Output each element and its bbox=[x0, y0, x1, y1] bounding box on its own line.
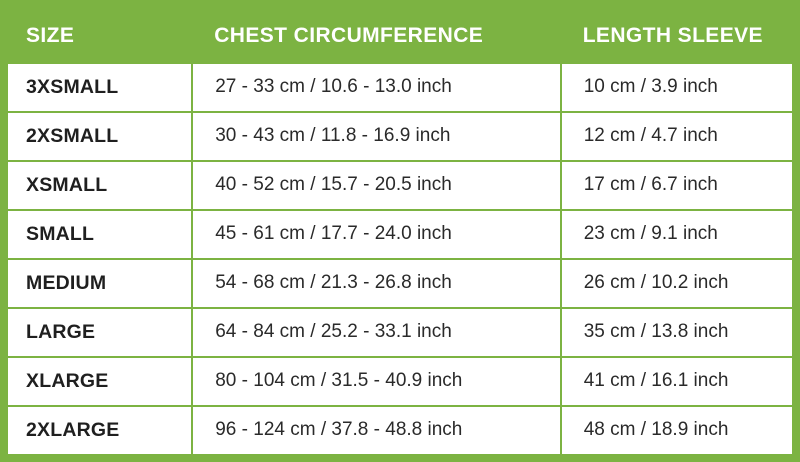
table-row bbox=[8, 112, 792, 161]
chest-value: 96 - 124 cm / 37.8 - 48.8 inch bbox=[192, 406, 560, 454]
table-row bbox=[8, 308, 792, 357]
table-header bbox=[8, 8, 792, 64]
size-label: LARGE bbox=[8, 308, 192, 357]
size-label: XSMALL bbox=[8, 161, 192, 210]
table-row bbox=[8, 259, 792, 308]
sleeve-value: 10 cm / 3.9 inch bbox=[561, 64, 792, 112]
sleeve-value: 48 cm / 18.9 inch bbox=[561, 406, 792, 454]
sleeve-value: 17 cm / 6.7 inch bbox=[561, 161, 792, 210]
table-row bbox=[8, 357, 792, 406]
size-label: XLARGE bbox=[8, 357, 192, 406]
sleeve-value: 35 cm / 13.8 inch bbox=[561, 308, 792, 357]
size-label: SMALL bbox=[8, 210, 192, 259]
chest-value: 80 - 104 cm / 31.5 - 40.9 inch bbox=[192, 357, 560, 406]
size-label: 3XSMALL bbox=[8, 64, 192, 112]
table-row bbox=[8, 64, 792, 112]
chest-value: 27 - 33 cm / 10.6 - 13.0 inch bbox=[192, 64, 560, 112]
chest-value: 54 - 68 cm / 21.3 - 26.8 inch bbox=[192, 259, 560, 308]
column-header-chest-circumference: CHEST CIRCUMFERENCE bbox=[192, 8, 560, 64]
sleeve-value: 23 cm / 9.1 inch bbox=[561, 210, 792, 259]
size-label: 2XSMALL bbox=[8, 112, 192, 161]
header-row bbox=[8, 8, 792, 64]
table-row bbox=[8, 210, 792, 259]
sleeve-value: 26 cm / 10.2 inch bbox=[561, 259, 792, 308]
sleeve-value: 12 cm / 4.7 inch bbox=[561, 112, 792, 161]
table-body bbox=[8, 64, 792, 454]
table-row bbox=[8, 406, 792, 454]
size-label: MEDIUM bbox=[8, 259, 192, 308]
column-header-length-sleeve: LENGTH SLEEVE bbox=[561, 8, 792, 64]
sleeve-value: 41 cm / 16.1 inch bbox=[561, 357, 792, 406]
chest-value: 40 - 52 cm / 15.7 - 20.5 inch bbox=[192, 161, 560, 210]
chest-value: 30 - 43 cm / 11.8 - 16.9 inch bbox=[192, 112, 560, 161]
size-label: 2XLARGE bbox=[8, 406, 192, 454]
table-row bbox=[8, 161, 792, 210]
chest-value: 64 - 84 cm / 25.2 - 33.1 inch bbox=[192, 308, 560, 357]
size-chart-table bbox=[8, 8, 792, 454]
column-header-size: SIZE bbox=[8, 8, 192, 64]
chest-value: 45 - 61 cm / 17.7 - 24.0 inch bbox=[192, 210, 560, 259]
